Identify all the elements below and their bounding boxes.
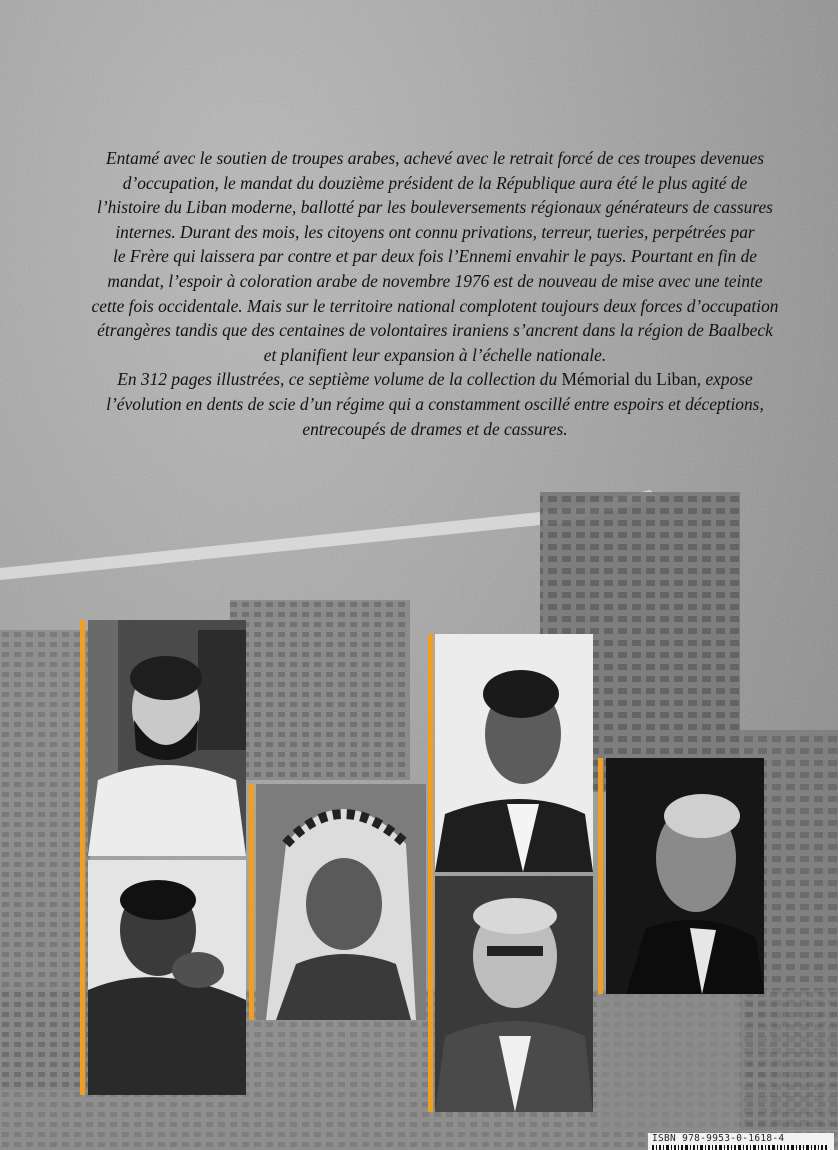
blurb-line-with-title [90,367,780,392]
accent-bar [598,758,603,994]
portrait-man-glasses [435,876,593,1112]
blurb-line: l’histoire du Liban moderne, ballotté par les bouleversements régionaux générateurs de cassures [97,197,773,218]
portrait-man-keffiyeh [256,784,426,1020]
blurb-line: Entamé avec le soutien de troupes arabes, achevé avec le retrait forcé de ces troupes devenues [105,148,765,168]
portrait-man-smoking [88,860,246,1095]
blurb-line: d’occupation, le mandat du douzième président de la République aura été le plus agité de [122,172,748,193]
portrait-elderly-man-profile [606,758,764,994]
blurb-fragment: , expose [696,369,753,390]
blurb-line: cette fois occidentale. Mais sur le territoire national complotent toujours deux forces d’occupation [91,295,779,316]
blurb-line: le Frère qui laissera par contre et par deux fois l’Ennemi envahir le pays. Pourtant en fin de [113,246,757,267]
accent-bar [428,634,433,1112]
barcode-bars [652,1145,828,1150]
blurb-line: entrecoupés de drames et de cassures. [302,418,568,439]
blurb-line: internes. Durant des mois, les citoyens ont connu privations, terreur, tueries, perpétrées par [115,221,755,242]
isbn-number: ISBN 978-9953-0-1618-4 [652,1133,785,1144]
isbn-barcode [648,1133,834,1150]
blurb-line: étrangères tandis que des centaines de volontaires iraniens s’ancrent dans la région de Baalbeck [97,320,773,341]
blurb-line: mandat, l’espoir à coloration arabe de novembre 1976 est de nouveau de mise avec une teinte [107,270,763,291]
blurb-line: l’évolution en dents de scie d’un régime qui a constamment oscillé entre espoirs et déceptions, [106,393,764,414]
blurb-fragment: En 312 pages illustrées, ce septième volume de la collection du [117,369,562,390]
accent-bar [249,784,254,1020]
building [230,600,410,780]
back-cover-blurb [90,146,780,441]
blurb-line: et planifient leur expansion à l’échelle nationale. [263,344,607,365]
accent-bar [80,620,85,1095]
portrait-bearded-man [88,620,246,856]
portrait-man-suit [435,634,593,872]
series-title: Mémorial du Liban [561,369,697,390]
